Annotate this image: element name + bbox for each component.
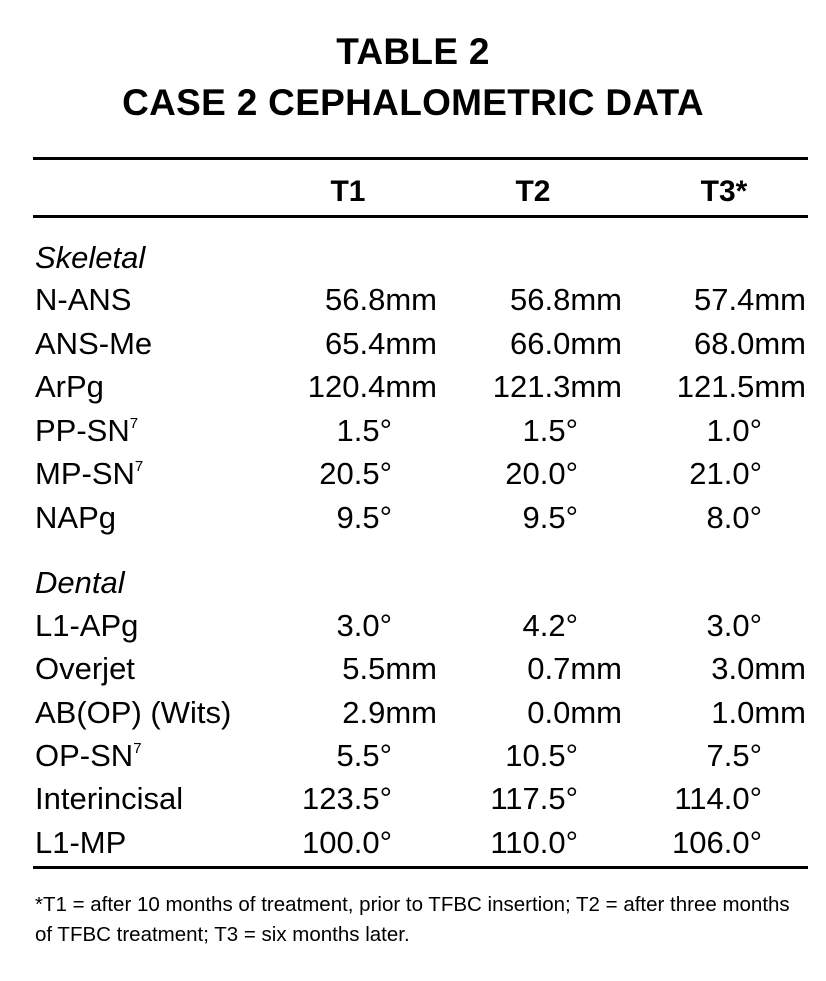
cell-t2: 9.5° (522, 500, 578, 535)
cell-t3: 7.5° (706, 737, 762, 773)
bottom-rule (33, 866, 808, 869)
reference-superscript: 7 (134, 458, 144, 476)
cell-t3: 68.0mm (694, 325, 806, 361)
cell-t1: 56.8mm (325, 282, 437, 317)
reference-superscript: 7 (133, 739, 142, 757)
cell-t2: 0.7mm (527, 651, 622, 687)
cell-t3: 3.0mm (711, 651, 806, 687)
cell-t2: 56.8mm (510, 282, 622, 317)
row-label-text: Interincisal (35, 781, 184, 817)
cell-t1: 123.5° (302, 781, 392, 817)
column-header-t3: T3* (700, 175, 748, 208)
cell-t1: 120.4mm (307, 369, 437, 405)
row-label-text: ANS-Me (35, 325, 153, 361)
cell-t3: 1.0mm (711, 694, 806, 730)
cell-t2: 4.2° (522, 608, 578, 643)
row-label (35, 782, 183, 816)
row-label-text: MP-SN (35, 456, 135, 492)
table-row (0, 652, 826, 692)
row-label (35, 652, 135, 686)
section-label-skeletal: Skeletal (35, 240, 146, 275)
cell-t1: 2.9mm (342, 694, 437, 730)
cell-t3: 8.0° (706, 500, 762, 535)
cell-t3: 106.0° (672, 824, 762, 860)
cell-t1: 3.0° (336, 608, 392, 643)
cell-t1: 20.5° (319, 456, 392, 492)
table-row (0, 283, 826, 323)
table-row (0, 327, 826, 367)
cell-t2: 0.0mm (527, 694, 622, 730)
row-label-text: PP-SN (35, 412, 130, 448)
row-label-text: Overjet (35, 651, 135, 687)
cell-t3: 1.0° (706, 412, 762, 448)
cell-t2: 110.0° (490, 824, 578, 860)
section-label-dental: Dental (35, 565, 125, 600)
header-rule (33, 215, 808, 218)
table-row (0, 739, 826, 779)
row-label (35, 826, 126, 860)
cell-t3: 21.0° (689, 456, 762, 492)
cell-t1: 5.5° (336, 737, 392, 773)
row-label (35, 370, 104, 404)
row-label (35, 414, 138, 448)
table-row (0, 696, 826, 736)
row-label (35, 696, 231, 730)
row-label-text: OP-SN (35, 737, 134, 773)
cell-t1: 9.5° (336, 500, 392, 535)
row-label-text: ArPg (35, 369, 104, 405)
table-subtitle: CASE 2 CEPHALOMETRIC DATA (122, 82, 704, 123)
row-label-text: L1-MP (35, 824, 127, 860)
row-label-text: NAPg (35, 500, 116, 535)
table-row (0, 457, 826, 497)
column-header-t2: T2 (515, 175, 551, 208)
row-label (35, 327, 152, 361)
cell-t3: 114.0° (674, 781, 762, 817)
cell-t1: 100.0° (302, 824, 392, 860)
reference-superscript: 7 (129, 414, 139, 432)
row-label (35, 739, 142, 773)
table-title: TABLE 2 (336, 31, 490, 72)
row-label-text: AB(OP) (Wits) (35, 694, 232, 730)
table-row (0, 370, 826, 410)
cell-t1: 5.5mm (342, 651, 437, 687)
row-label-text: L1-APg (35, 608, 139, 643)
cell-t2: 117.5° (490, 781, 578, 817)
row-label-text: N-ANS (35, 282, 132, 317)
table-footnote: *T1 = after 10 months of treatment, prior to TFBC insertion; T2 = after three months of TFBC treatment; T3 = six months later. (35, 893, 790, 946)
cell-t2: 20.0° (505, 456, 578, 492)
table-row (0, 414, 826, 454)
cell-t2: 66.0mm (510, 325, 622, 361)
table-row (0, 609, 826, 649)
cell-t1: 1.5° (336, 412, 392, 448)
cell-t3: 121.5mm (676, 369, 806, 405)
table-row (0, 826, 826, 866)
column-header-t1: T1 (330, 175, 366, 208)
row-label (35, 609, 138, 643)
top-rule (33, 157, 808, 160)
row-label (35, 283, 131, 317)
cell-t1: 65.4mm (325, 325, 437, 361)
table-row (0, 501, 826, 541)
cell-t3: 3.0° (706, 608, 762, 643)
cell-t2: 121.3mm (492, 369, 622, 405)
cell-t3: 57.4mm (694, 282, 806, 317)
table-row (0, 782, 826, 822)
row-label (35, 457, 143, 491)
row-label (35, 501, 116, 535)
cell-t2: 1.5° (522, 412, 578, 448)
cell-t2: 10.5° (505, 737, 578, 773)
